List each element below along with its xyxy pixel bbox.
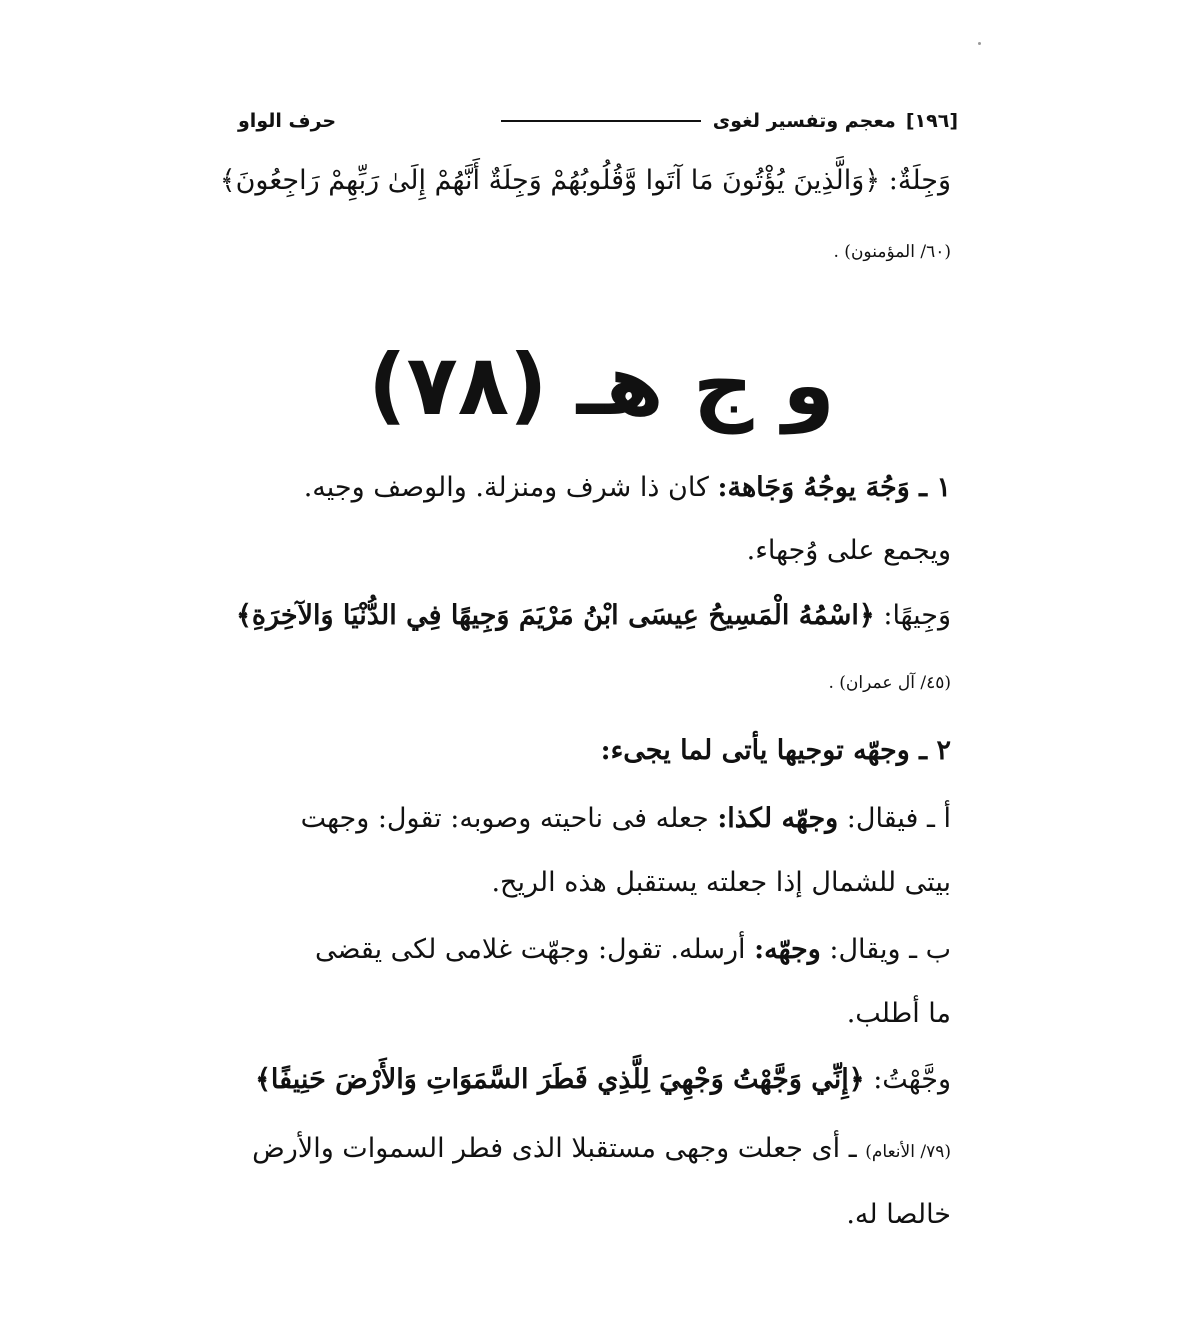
scan-speck	[978, 42, 981, 45]
sense-2b-verse-line	[228, 1064, 951, 1096]
sense-1-verse-text: ﴿اسْمُهُ الْمَسِيحُ عِيسَى ابْنُ مَرْيَمَ وَجِيهًا فِي الدُّنْيَا وَالآخِرَةِ﴾	[236, 600, 875, 631]
sense-1-label: ١ ـ وَجُهَ يوجُهُ وَجَاهة:	[717, 472, 951, 503]
prev-verse-word: وَجِلَةٌ:	[888, 165, 951, 196]
sense-1-line-2: ويجمع على وُجهاء.	[746, 535, 951, 566]
sense-2b-line-2: ما أطلب.	[846, 998, 951, 1029]
sense-2a-line-1	[228, 803, 951, 835]
sense-2b-verse-word: وجَّهْتُ:	[873, 1064, 951, 1095]
sense-2b-explanation-line-2: خالصا له.	[846, 1199, 951, 1230]
page-number: [١٩٦]	[905, 110, 958, 132]
header-rule	[501, 120, 701, 122]
sense-2a-prefix: أ ـ فيقال:	[846, 803, 951, 834]
prev-verse-line	[219, 165, 951, 197]
sense-1-verse-ref: (٤٥/ آل عمران) .	[828, 673, 951, 693]
sense-2b-line-1	[228, 934, 951, 966]
sense-2b-text: أرسله. تقول: وجهّت غلامى لكى يقضى	[315, 934, 746, 965]
book-title: معجم وتفسير لغوى	[712, 110, 896, 132]
sense-1-text: كان ذا شرف ومنزلة. والوصف وجيه.	[303, 472, 709, 503]
sense-1-verse-word: وَجِيهًا:	[883, 600, 951, 631]
sense-1-verse-line	[228, 600, 951, 632]
sense-2b-verse-text: ﴿إِنِّي وَجَّهْتُ وَجْهِيَ لِلَّذِي فَطَرَ السَّمَوَاتِ وَالأَرْضَ حَنِيفًا﴾	[255, 1064, 865, 1095]
sense-2b-term: وجهّه:	[754, 934, 821, 965]
section-title: حرف الواو	[238, 110, 337, 132]
prev-verse-ref: (٦٠/ المؤمنون) .	[833, 242, 951, 262]
sense-2b-verse-ref: (٧٩/ الأنعام)	[865, 1142, 951, 1162]
sense-2-heading: ٢ ـ وجهّه توجيها يأتى لما يجىء:	[600, 735, 951, 766]
sense-2a-line-2: بيتى للشمال إذا جعلته يستقبل هذه الريح.	[491, 867, 951, 898]
prev-verse-text: ﴿وَالَّذِينَ يُؤْتُونَ مَا آتَوا وَّقُلُوبُهُمْ وَجِلَةٌ أَنَّهُمْ إِلَىٰ رَبِّهِمْ رَاجِعُونَ﴾	[219, 165, 881, 196]
sense-2b-prefix: ب ـ ويقال:	[829, 934, 951, 965]
sense-2a-term: وجهّه لكذا:	[717, 803, 839, 834]
sense-1-line-1	[228, 472, 951, 504]
running-header	[238, 110, 958, 133]
sense-2a-text: جعله فى ناحيته وصوبه: تقول: وجهت	[300, 803, 709, 834]
sense-2b-explanation-line-1	[228, 1133, 951, 1165]
sense-2b-explanation: ـ أى جعلت وجهى مستقبلا الذى فطر السموات والأرض	[252, 1133, 857, 1164]
entry-title: و ج هـ (٧٨)	[368, 336, 835, 434]
